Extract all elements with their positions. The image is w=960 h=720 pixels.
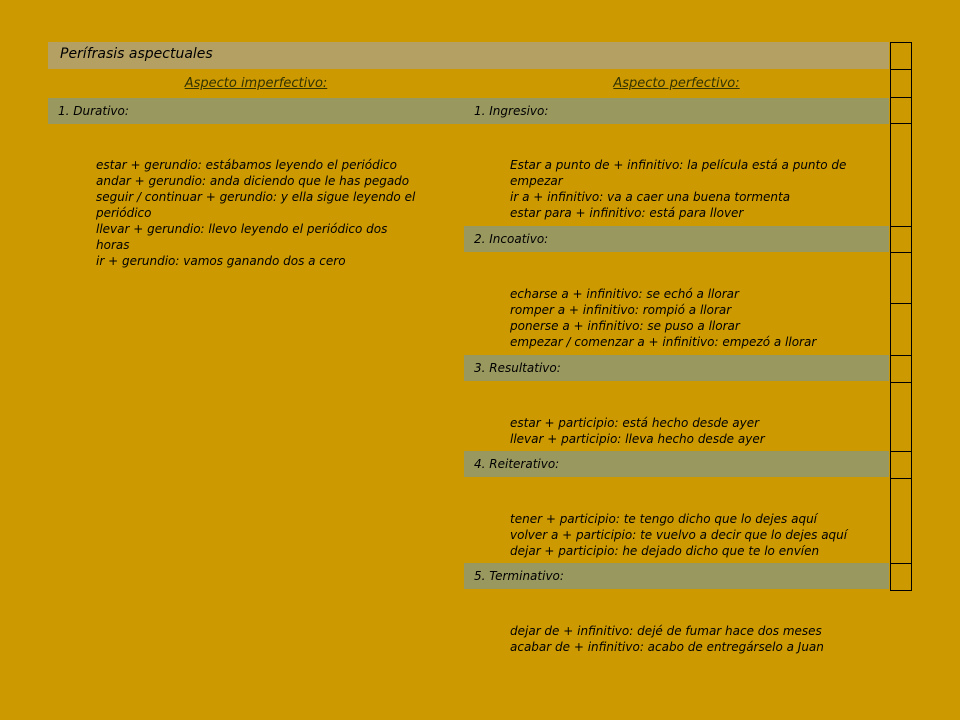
list-item: ir + gerundio: vamos ganando dos a cero — [96, 254, 346, 268]
list-item: tener + participio: te tengo dicho que lo dejes aquí — [510, 512, 818, 526]
reiterativo-list — [510, 511, 847, 559]
list-item: estar + gerundio: estábamos leyendo el periódico — [96, 158, 397, 172]
table-cell-border — [890, 563, 912, 591]
section-bar-durativo — [48, 98, 464, 124]
section-label-resultativo: 3. Resultativo: — [474, 361, 561, 375]
section-label-durativo: 1. Durativo: — [58, 104, 129, 118]
list-item: dejar + participio: he dejado dicho que te lo envíen — [510, 544, 820, 558]
section-label-incoativo: 2. Incoativo: — [474, 232, 549, 246]
incoativo-list — [510, 286, 816, 350]
table-cell-border — [890, 123, 912, 227]
table-cell-border — [890, 451, 912, 479]
list-item: empezar / comenzar a + infinitivo: empezó a llorar — [510, 335, 817, 349]
table-cell-border — [890, 355, 912, 383]
list-item: andar + gerundio: anda diciendo que le has pegado — [96, 174, 410, 188]
page-title: Perífrasis aspectuales — [60, 46, 213, 62]
heading-perfective: Aspecto perfectivo: — [613, 76, 740, 91]
list-item: horas — [96, 238, 130, 252]
table-cell-border — [890, 382, 912, 452]
section-bar-ingresivo — [464, 98, 889, 124]
section-label-terminativo: 5. Terminativo: — [474, 569, 564, 583]
section-bar-resultativo — [464, 355, 889, 381]
section-label-reiterativo: 4. Reiterativo: — [474, 457, 560, 471]
list-item: acabar de + infinitivo: acabo de entregárselo a Juan — [510, 640, 824, 654]
list-item: estar + participio: está hecho desde ayer — [510, 416, 760, 430]
table-cell-border — [890, 42, 912, 70]
heading-imperfective: Aspecto imperfectivo: — [184, 76, 328, 91]
table-cell-border — [890, 69, 912, 98]
section-bar-terminativo — [464, 563, 889, 589]
section-label-ingresivo: 1. Ingresivo: — [474, 104, 549, 118]
table-cell-border — [890, 478, 912, 564]
resultativo-list — [510, 415, 765, 447]
list-item: ponerse a + infinitivo: se puso a llorar — [510, 319, 740, 333]
ingresivo-list — [510, 157, 846, 221]
list-item: empezar — [510, 174, 563, 188]
table-cell-border — [890, 97, 912, 124]
table-cell-border — [890, 303, 912, 356]
terminativo-list — [510, 623, 824, 655]
list-item: estar para + infinitivo: está para llover — [510, 206, 744, 220]
list-item: romper a + infinitivo: rompió a llorar — [510, 303, 732, 317]
section-bar-incoativo — [464, 226, 889, 252]
list-item: echarse a + infinitivo: se echó a llorar — [510, 287, 739, 301]
list-item: Estar a punto de + infinitivo: la película está a punto de — [510, 158, 847, 172]
list-item: llevar + participio: lleva hecho desde ayer — [510, 432, 765, 446]
list-item: periódico — [96, 206, 152, 220]
list-item: llevar + gerundio: llevo leyendo el periódico dos — [96, 222, 388, 236]
table-cell-border — [890, 252, 912, 304]
section-bar-reiterativo — [464, 451, 889, 477]
durativo-list — [96, 157, 415, 269]
list-item: seguir / continuar + gerundio: y ella sigue leyendo el — [96, 190, 416, 204]
list-item: volver a + participio: te vuelvo a decir que lo dejes aquí — [510, 528, 848, 542]
list-item: dejar de + infinitivo: dejé de fumar hace dos meses — [510, 624, 822, 638]
list-item: ir a + infinitivo: va a caer una buena tormenta — [510, 190, 791, 204]
table-cell-border — [890, 226, 912, 253]
